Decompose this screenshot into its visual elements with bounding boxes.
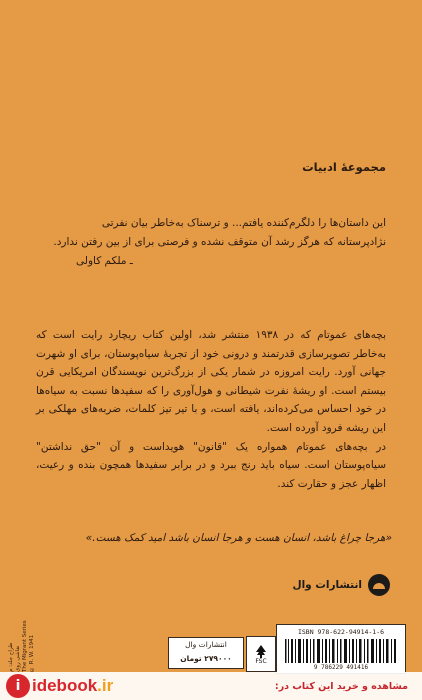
description-paragraph-2: در بچه‌های عموتام همواره یک "قانون" هویداست و آن "حق نداشتن" سیاه‌پوستان است. سیاه باید رنج ببرد و در برابر سفیدها همچون بنده و رعیت، اظهار عجز و حقارت کند. bbox=[36, 440, 386, 490]
barcode-box bbox=[276, 624, 406, 674]
fsc-label: FSC bbox=[255, 657, 267, 665]
publisher-logo bbox=[292, 574, 390, 596]
credit-line: The Migrant Series bbox=[22, 620, 28, 672]
credit-line: © R. W. 1941 bbox=[29, 634, 35, 672]
watermark-brand[interactable] bbox=[6, 674, 113, 698]
tagline: «هرجا چراغ باشد، انسان هست و هرجا انسان باشد امید کمک هست.» bbox=[85, 532, 392, 544]
credit-line: نقاشی روی bbox=[15, 645, 21, 672]
watermark-brand-text bbox=[32, 676, 113, 696]
quote-author: ـ ملکم کاولی bbox=[76, 255, 133, 267]
fsc-badge bbox=[246, 636, 276, 672]
isbn-text: ISBN 978-622-94914-1-6 bbox=[297, 628, 385, 636]
watermark-banner[interactable] bbox=[0, 672, 422, 700]
watermark-brand-main: idebook bbox=[32, 676, 98, 695]
tree-icon bbox=[254, 644, 268, 658]
quote-block bbox=[46, 214, 386, 271]
publisher-name: انتشارات وال bbox=[292, 579, 362, 591]
price-box bbox=[168, 637, 244, 669]
barcode-icon bbox=[285, 639, 397, 663]
barcode-number: 9 786229 491416 bbox=[313, 664, 369, 671]
credit-line: طراح جلد: م bbox=[8, 642, 14, 672]
watermark-caption: مشاهده و خرید این کتاب در: bbox=[274, 680, 408, 692]
price-value: ۲۷۹۰۰۰ تومان bbox=[180, 654, 232, 663]
idebook-logo-icon: i bbox=[6, 674, 30, 698]
quote-line-1: این داستان‌ها را دلگرم‌کننده یافتم... و ترسناک به‌خاطر بیان نفرتی bbox=[101, 217, 386, 229]
spine-credits bbox=[8, 580, 42, 672]
quote-line-2: نژادپرستانه که هرگز رشد آن متوقف نشده و فرصتی برای از بین رفتن ندارد. bbox=[53, 236, 386, 248]
watermark-brand-suffix: .ir bbox=[97, 676, 114, 695]
price-publisher: انتشارات وال bbox=[185, 640, 227, 649]
series-label: مجموعهٔ ادبیات bbox=[302, 160, 386, 174]
whale-logo-icon bbox=[368, 574, 390, 596]
description-block bbox=[36, 326, 386, 493]
description-paragraph-1: بچه‌های عموتام که در ۱۹۳۸ منتشر شد، اولین کتاب ریچارد رایت است که به‌خاطر تصویرسازی قدرتمند و درونی خود از تجربهٔ سیاه‌پوستان، برای او شهرت جهانی آورد. رایت امروزه در شمار یکی از بزرگ‌ترین نویسندگان امریکایی قرن بیستم است. او ریشهٔ نفرت شیطانی و هول‌آوری را که سفیدها نسبت به سیاه‌ها در خود احساس می‌کرده‌اند، یافته است، و با تیر تیز کلمات، ضربه‌های مهلکی بر این ریشه فرود آورده است. bbox=[36, 329, 386, 434]
